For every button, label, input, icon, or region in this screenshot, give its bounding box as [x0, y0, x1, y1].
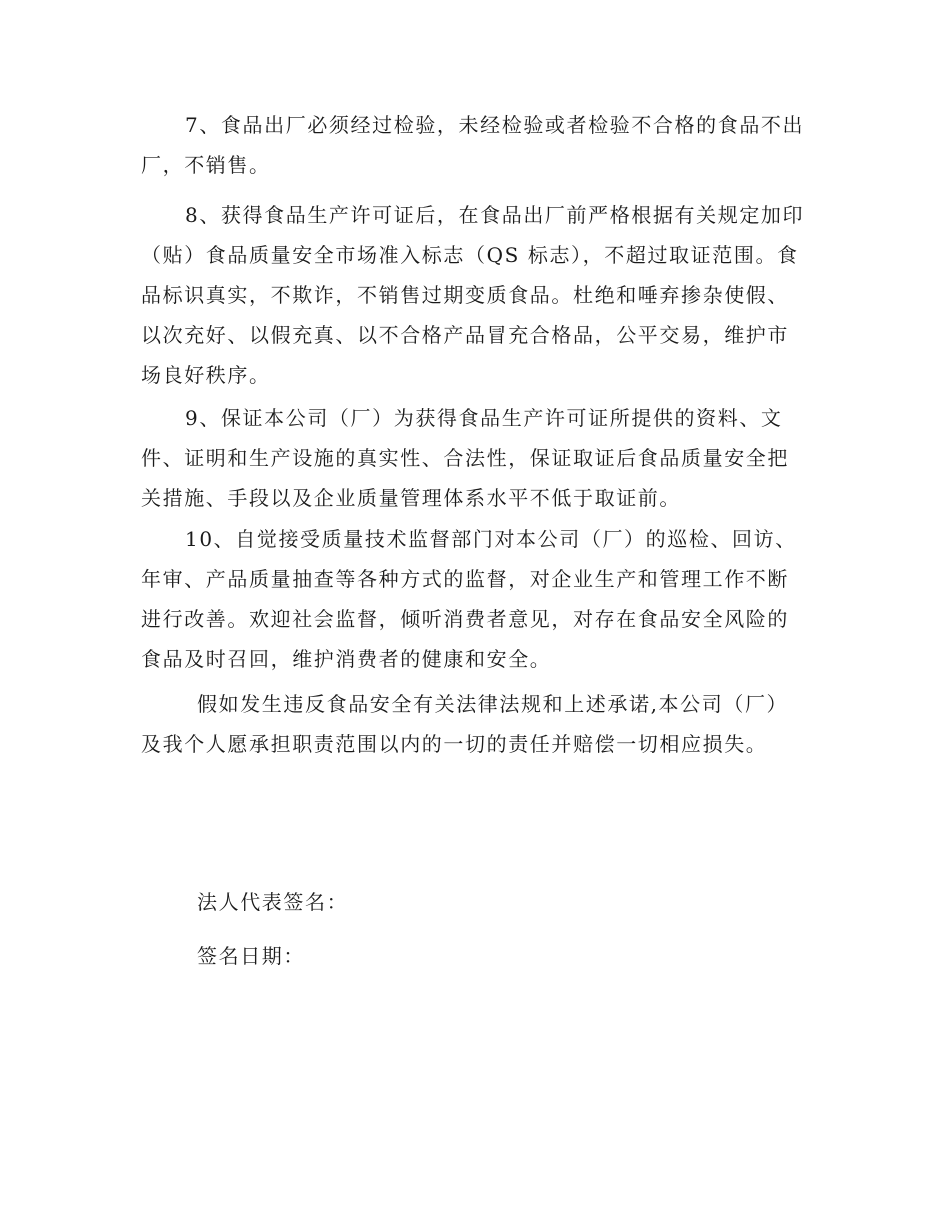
clause-10: 10、自觉接受质量技术监督部门对本公司（厂）的巡检、回访、年审、产品质量抽查等各种方式的监督，对企业生产和管理工作不断进行改善。欢迎社会监督，倾听消费者意见，对存在食品安全风险的食品及时召回，维护消费者的健康和安全。: [141, 527, 797, 671]
signature-date-label: 签名日期：: [197, 944, 305, 968]
representative-signature-label: 法人代表签名：: [197, 890, 349, 914]
clause-9: 9、保证本公司（厂）为获得食品生产许可证所提供的资料、文件、证明和生产设施的真实性、合法性，保证取证后食品质量安全把关措施、手段以及企业质量管理体系水平不低于取证前。: [141, 406, 789, 510]
clause-8: 8、获得食品生产许可证后，在食品出厂前严格根据有关规定加印（贴）食品质量安全市场准入标志（QS 标志），不超过取证范围。食品标识真实，不欺诈，不销售过期变质食品。杜绝和唾弃掺杂使假、以次充好、以假充真、以不合格产品冒充合格品，公平交易，维护市场良好秩序。: [141, 203, 805, 387]
closing-statement: 假如发生违反食品安全有关法律法规和上述承诺,本公司（厂）及我个人愿承担职责范围以内的一切的责任并赔偿一切相应损失。: [141, 692, 789, 756]
clause-7: 7、食品出厂必须经过检验，未经检验或者检验不合格的食品不出厂，不销售。: [141, 113, 805, 177]
